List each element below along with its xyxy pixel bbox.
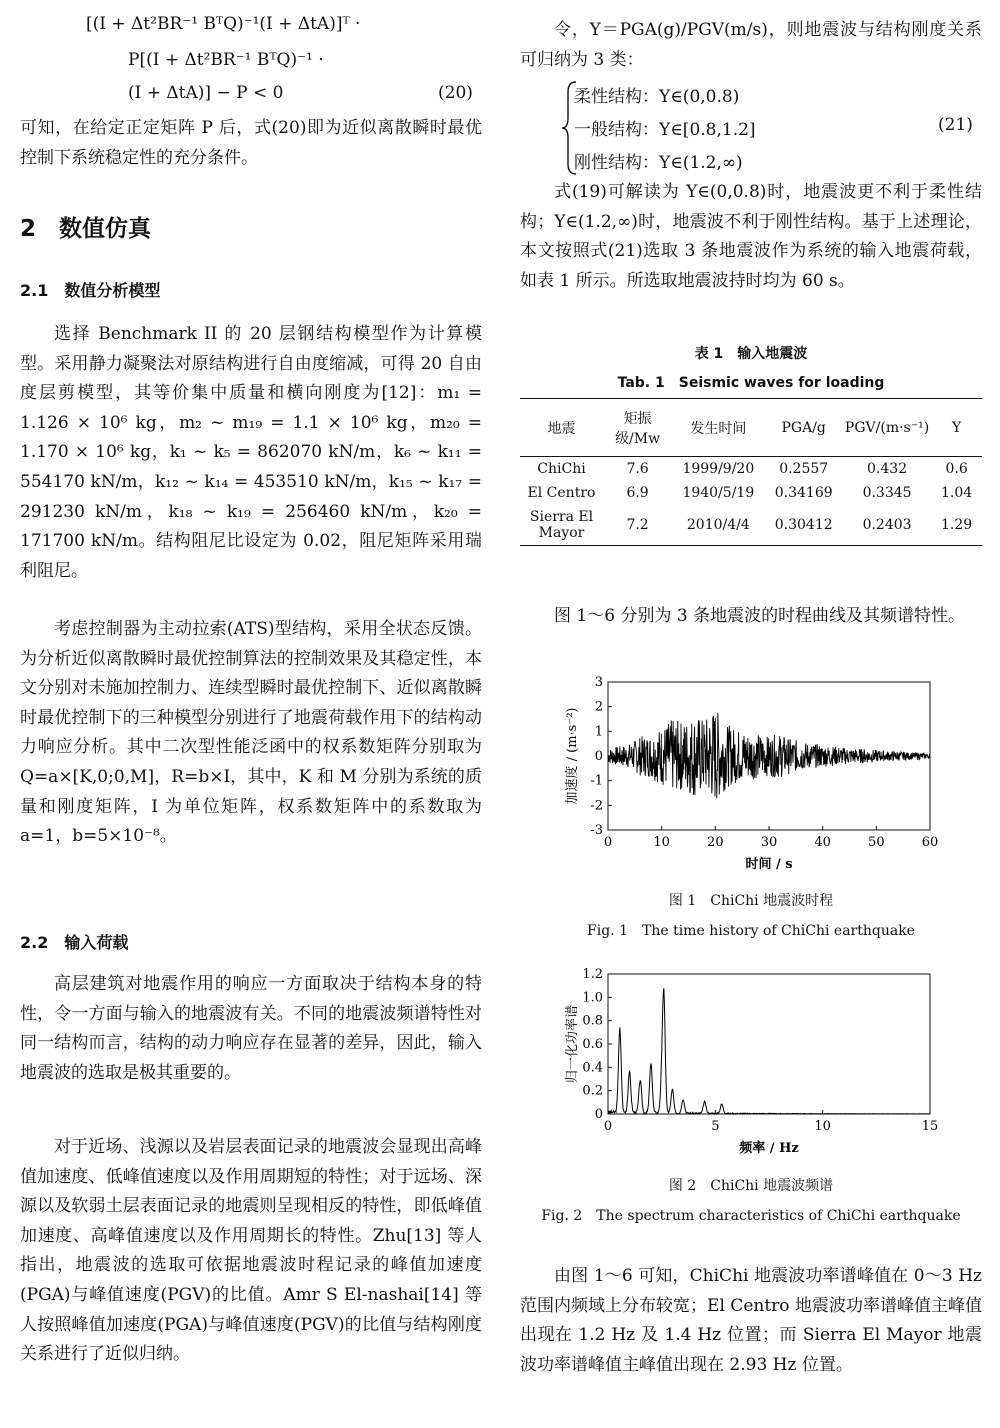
table-title-cn: 表 1 输入地震波 xyxy=(694,346,808,362)
table-cell: 0.2403 xyxy=(862,517,912,533)
chart-time-history xyxy=(520,670,982,880)
y-tick-label: 1.0 xyxy=(582,990,603,1006)
y-tick-label: -2 xyxy=(590,798,603,814)
y-tick-label: 1 xyxy=(594,724,603,740)
equation-20-number: (20) xyxy=(438,83,473,103)
table-cell: 1999/9/20 xyxy=(682,461,755,477)
y-tick-label: 0 xyxy=(594,1107,603,1122)
series-acceleration xyxy=(608,713,930,799)
table-cell: ChiChi xyxy=(537,461,586,477)
x-tick-label: 15 xyxy=(921,1119,939,1134)
table-cell: 0.432 xyxy=(867,461,908,477)
paragraph-seismic-selection: 式(19)可解读为 Y∈(0,0.8)时，地震波更不利于柔性结构；Y∈(1.2,∞)时，地震波不利于刚性结构。基于上述理论，本文按照式(21)选取 3 条地震波作为系统的输入地震荷载，如表 1 所示。所选取地震波持时均为 60 s。 xyxy=(520,182,982,291)
table-header: 发生时间 xyxy=(690,420,747,437)
figure-2-caption-cn: 图 2 ChiChi 地震波频谱 xyxy=(668,1178,834,1194)
table-cell: 1.04 xyxy=(941,485,973,501)
equation-21-case1: 柔性结构：Y∈(0,0.8) xyxy=(574,87,740,107)
figure-2 xyxy=(520,962,982,1167)
table-header: Y xyxy=(951,419,962,436)
table-header: PGA/g xyxy=(781,419,826,436)
figure-1-caption-en: Fig. 1 The time history of ChiChi earthquake xyxy=(587,923,915,939)
paragraph-spectrum-conclusion: 由图 1～6 可知，ChiChi 地震波功率谱峰值在 0～3 Hz 范围内频域上分布较宽；El Centro 地震波功率谱峰值主峰值出现在 1.2 Hz 及 1.4 Hz 位置；而 Sierra El Mayor 地震波功率谱峰值主峰值出现在 2.93 Hz 位置。 xyxy=(520,1266,982,1375)
equation-21-case3: 刚性结构：Y∈(1.2,∞) xyxy=(574,153,743,173)
table-cell: 1.29 xyxy=(941,517,973,533)
table-header: PGV/(m·s⁻¹) xyxy=(844,419,930,436)
table-row xyxy=(520,457,982,482)
y-tick-label: 0.4 xyxy=(582,1060,603,1076)
paragraph-controller: 考虑控制器为主动拉索(ATS)型结构，采用全状态反馈。为分析近似离散瞬时最优控制算法的控制效果及其稳定性，本文分别对未施加控制力、连续型瞬时最优控制下、近似离散瞬时最优控制下的三种模型分别进行了地震荷载作用下的结构动力响应分析。其中二次型性能泛函中的权系数矩阵分别取为 Q=a×[K,0;0,M]，R=b×I，其中，K 和 M 分别为系统的质量和刚度矩阵，I 为单位矩阵，权系数矩阵中的系数取为 a=1，b=5×10⁻⁸。 xyxy=(20,619,482,847)
x-tick-label: 30 xyxy=(760,835,778,850)
y-axis-label: 加速度 / (m·s⁻²) xyxy=(565,707,580,805)
plot-frame xyxy=(608,974,930,1114)
y-tick-label: 0.8 xyxy=(582,1013,603,1029)
paragraph-y-definition: 令，Y＝PGA(g)/PGV(m/s)，则地震波与结构刚度关系可归纳为 3 类： xyxy=(520,20,982,70)
section-heading-2: 2 数值仿真 xyxy=(20,216,152,242)
y-tick-label: 0.2 xyxy=(582,1083,603,1099)
y-tick-label: -1 xyxy=(590,773,603,789)
equation-20-line2: P[(I + Δt²BR⁻¹ BᵀQ)⁻¹ · xyxy=(128,50,324,70)
y-tick-label: 3 xyxy=(594,675,603,690)
figure-1 xyxy=(520,670,982,880)
paragraph-figures-intro: 图 1～6 分别为 3 条地震波的时程曲线及其频谱特性。 xyxy=(554,606,966,626)
series-power-spectrum xyxy=(608,988,930,1114)
equation-20-line3: (I + ΔtA)] − P < 0 xyxy=(128,83,284,103)
equation-21-number: (21) xyxy=(938,115,973,135)
table-cell: 0.6 xyxy=(945,461,968,477)
table-cell: 0.3345 xyxy=(862,485,912,501)
table-cell: 0.30412 xyxy=(774,517,833,533)
table-cell: El Centro xyxy=(527,485,596,501)
x-tick-label: 50 xyxy=(868,835,885,850)
table-cell: 0.34169 xyxy=(774,485,833,501)
table-cell: 7.6 xyxy=(626,461,649,477)
equation-20-line1: [(I + Δt²BR⁻¹ BᵀQ)⁻¹(I + ΔtA)]ᵀ · xyxy=(86,14,361,34)
y-tick-label: 2 xyxy=(594,699,603,715)
chart-spectrum xyxy=(520,962,982,1167)
x-tick-label: 5 xyxy=(711,1119,720,1134)
paragraph-model: 选择 Benchmark II 的 20 层钢结构模型作为计算模型。采用静力凝聚法对原结构进行自由度缩减，可得 20 自由度层剪模型，其等价集中质量和横向刚度为[12]：m₁ = 1.126 × 10⁶ kg，m₂ ~ m₁₉ = 1.1 × 10⁶ kg，m₂₀ = 1.170 × 10⁶ kg，k₁ ~ k₅ = 862070 kN/m，k₆ ~ k₁₁ = 554170 kN/m，k₁₂ ~ k₁₄ = 453510 kN/m，k₁₅ ~ k₁₇ = 291230 kN/m，k₁₈ ~ k₁₉ = 256460 kN/m，k₂₀ = 171700 kN/m。结构阻尼比设定为 0.02，阻尼矩阵采用瑞利阻尼。 xyxy=(20,324,482,581)
x-tick-label: 60 xyxy=(921,835,939,850)
table-title-en: Tab. 1 Seismic waves for loading xyxy=(617,375,885,391)
x-axis-label: 频率 / Hz xyxy=(739,1141,799,1156)
y-tick-label: -3 xyxy=(590,823,603,838)
figure-2-caption-en: Fig. 2 The spectrum characteristics of ChiChi earthquake xyxy=(541,1208,961,1224)
x-tick-label: 10 xyxy=(653,835,670,850)
table-cell: 2010/4/4 xyxy=(686,517,750,533)
subsection-heading-2-2: 2.2 输入荷载 xyxy=(20,933,129,952)
paragraph-wave-selection: 对于近场、浅源以及岩层表面记录的地震波会显现出高峰值加速度、低峰值速度以及作用周期短的特性；对于远场、深源以及软弱土层表面记录的地震则呈现相反的特性，即低峰值加速度、高峰值速度以及作用周期长的特性。Zhu[13] 等人指出，地震波的选取可依据地震波时程记录的峰值加速度(PGA)与峰值速度(PGV)的比值。Amr S El-nashai[14] 等人按照峰值加速度(PGA)与峰值速度(PGV)的比值与结构刚度关系进行了近似归纳。 xyxy=(20,1137,482,1365)
y-tick-label: 0 xyxy=(594,749,603,764)
table-header: 矩振级/Mw xyxy=(615,410,661,447)
x-tick-label: 10 xyxy=(814,1119,831,1134)
seismic-waves-table xyxy=(520,398,982,546)
table-row xyxy=(520,505,982,546)
x-tick-label: 0 xyxy=(603,1119,613,1134)
table-cell: 7.2 xyxy=(626,517,649,533)
x-tick-label: 20 xyxy=(707,835,724,850)
x-tick-label: 40 xyxy=(814,835,831,850)
paragraph-eq20-conclusion: 可知，在给定正定矩阵 P 后，式(20)即为近似离散瞬时最优控制下系统稳定性的充分条件。 xyxy=(20,118,482,168)
x-tick-label: 0 xyxy=(603,835,613,850)
y-axis-label: 归一化功率谱 xyxy=(565,1004,580,1084)
table-cell: Sierra El Mayor xyxy=(529,509,594,541)
table-cell: 6.9 xyxy=(626,485,649,501)
equation-21-case2: 一般结构：Y∈[0.8,1.2] xyxy=(574,120,756,140)
subsection-heading-2-1: 2.1 数值分析模型 xyxy=(20,281,161,300)
table-row xyxy=(520,481,982,505)
figure-1-caption-cn: 图 1 ChiChi 地震波时程 xyxy=(668,893,834,909)
y-tick-label: 0.6 xyxy=(582,1037,603,1052)
x-axis-label: 时间 / s xyxy=(745,857,793,872)
table-cell: 0.2557 xyxy=(779,461,829,477)
y-tick-label: 1.2 xyxy=(582,967,603,982)
paragraph-input-load: 高层建筑对地震作用的响应一方面取决于结构本身的特性，令一方面与输入的地震波有关。不同的地震波频谱特性对同一结构而言，结构的动力响应存在显著的差异，因此，输入地震波的选取是极其重要的。 xyxy=(20,974,482,1083)
table-header: 地震 xyxy=(547,420,576,437)
table-cell: 1940/5/19 xyxy=(682,485,755,501)
